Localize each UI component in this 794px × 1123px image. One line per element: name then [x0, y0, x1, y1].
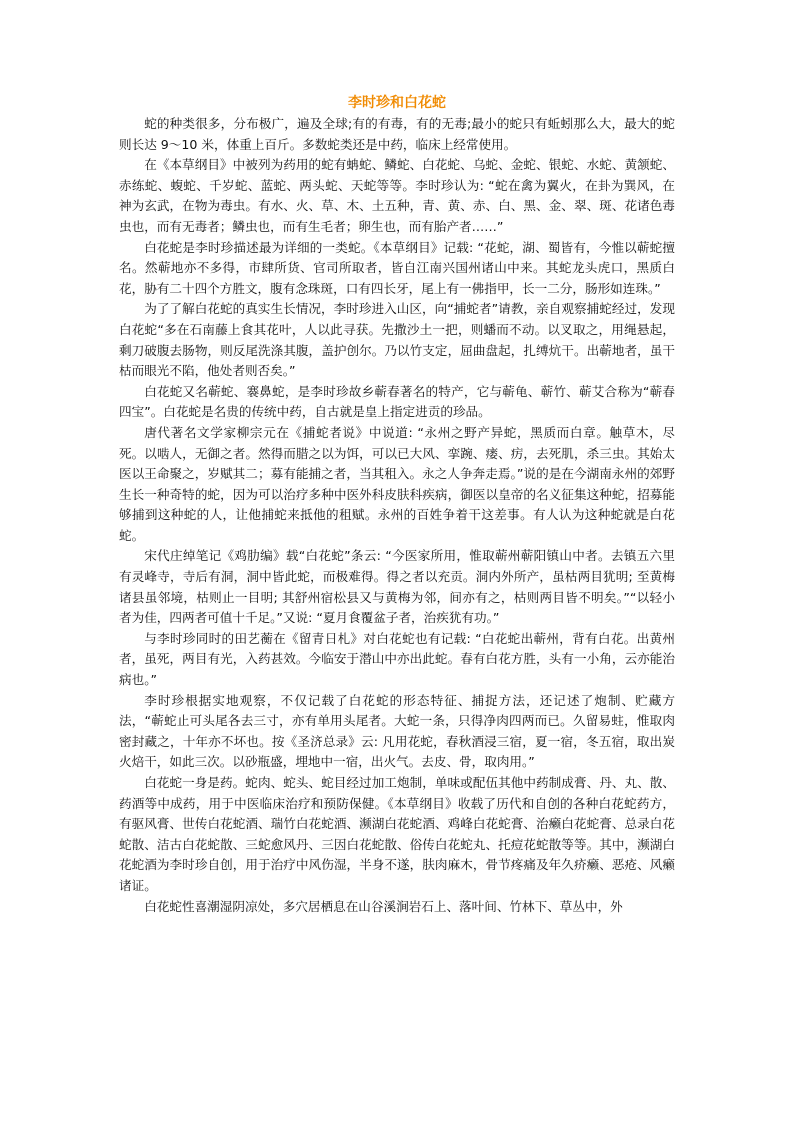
paragraph: 李时珍根据实地观察，不仅记载了白花蛇的形态特征、捕捉方法，还记述了炮制、贮藏方法，“蕲蛇止可头尾各去三寸，亦有单用头尾者。大蛇一条，只得净肉四两而已。久留易蛀，惟取肉密封藏之，十年亦不坏也。按《圣济总录》云: 凡用花蛇，春秋酒浸三宿，夏一宿，冬五宿，取出炭火焙干，如此三次。以砂瓶盛，埋地中一宿，出火气。去皮、骨，取肉用。”	[119, 692, 675, 770]
paragraph: 白花蛇一身是药。蛇肉、蛇头、蛇目经过加工炮制，单味或配伍其他中药制成膏、丹、丸、散、药酒等中成药，用于中医临床治疗和预防保健。《本草纲目》收载了历代和自创的各种白花蛇药方，有驱风膏、世传白花蛇酒、瑞竹白花蛇酒、濒湖白花蛇酒、鸡峰白花蛇膏、治癞白花蛇膏、总录白花蛇散、洁古白花蛇散、三蛇愈风丹、三因白花蛇散、俗传白花蛇丸、托痘花蛇散等等。其中，濒湖白花蛇酒为李时珍自创，用于治疗中风伤湿，半身不遂，肤肉麻木，骨节疼痛及年久疥癞、恶疮、风癞诸证。	[119, 775, 675, 893]
paragraph: 蛇的种类很多，分布极广，遍及全球;有的有毒，有的无毒;最小的蛇只有蚯蚓那么大，最大的蛇则长达 9～10 米，体重上百斤。多数蛇类还是中药，临床上经常使用。	[119, 116, 675, 152]
document-title: 李时珍和白花蛇	[348, 95, 446, 111]
paragraph: 与李时珍同时的田艺蘅在《留青日札》对白花蛇也有记载: “白花蛇出蕲州，背有白花。出黄州者，虽死，两目有光，入药甚效。今临安于潜山中亦出此蛇。春有白花方胜，头有一小角，云亦能治病也。”	[119, 630, 675, 688]
paragraph: 白花蛇又名蕲蛇、褰鼻蛇，是李时珍故乡蕲春著名的特产，它与蕲龟、蕲竹、蕲艾合称为“蕲春四宝”。白花蛇是名贵的传统中药，自古就是皇上指定进贡的珍品。	[119, 383, 675, 420]
paragraph: 白花蛇性喜潮湿阴凉处，多穴居栖息在山谷溪涧岩石上、落叶间、竹林下、草丛中，外	[144, 898, 623, 914]
paragraph: 白花蛇是李时珍描述最为详细的一类蛇。《本草纲目》记载: “花蛇，湖、蜀皆有，今惟以蕲蛇擅名。然蕲地亦不多得，市肆所货、官司所取者，皆自江南兴国州诸山中来。其蛇龙头虎口，黑质白花，胁有二十四个方胜文，腹有念珠斑，口有四长牙，尾上有一佛指甲，长一二分，肠形如连珠。”	[119, 239, 675, 296]
paragraph: 为了了解白花蛇的真实生长情况，李时珍进入山区，向“捕蛇者”请教，亲自观察捕蛇经过，发现白花蛇“多在石南藤上食其花叶，人以此寻获。先撒沙土一把，则蟠而不动。以叉取之，用绳悬起，剩刀破腹去肠物，则反尾洗涤其腹，盖护创尔。乃以竹支定，屈曲盘起，扎缚炕干。出蕲地者，虽干枯而眼光不陷，他处者则否矣。”	[119, 301, 675, 379]
paragraph: 在《本草纲目》中被列为药用的蛇有蚺蛇、鳞蛇、白花蛇、乌蛇、金蛇、银蛇、水蛇、黄颔蛇、赤练蛇、蝮蛇、千岁蛇、蓝蛇、两头蛇、天蛇等等。李时珍认为: “蛇在禽为翼火，在卦为巽风，在神为玄武，在物为毒虫。有水、火、草、木、土五种，青、黄、赤、白、黑、金、翠、斑、花诸色毒虫也，而有无毒者；鳞虫也，而有生毛者；卵生也，而有胎产者……”	[119, 157, 675, 234]
paragraph: 唐代著名文学家柳宗元在《捕蛇者说》中说道: “永州之野产异蛇，黑质而白章。触草木，尽死。以啮人，无御之者。然得而腊之以为饵，可以已大风、挛踠、瘘、疠，去死肌，杀三虫。其始太医以王命聚之，岁赋其二；募有能捕之者，当其租入。永之人争奔走焉。”说的是在今湖南永州的郊野生长一种奇特的蛇，因为可以治疗多种中医外科皮肤科疾病，御医以皇帝的名义征集这种蛇，招募能够捕到这种蛇的人，让他捕蛇来抵他的租赋。永州的百姓争着干这差事。有人认为这种蛇就是白花蛇。	[119, 424, 675, 543]
document-page	[119, 93, 675, 917]
paragraph: 宋代庄绰笔记《鸡肋编》载“白花蛇”条云: “今医家所用，惟取蕲州蕲阳镇山中者。去镇五六里有灵峰寺，寺后有洞，洞中皆此蛇，而极难得。得之者以充贡。洞内外所产，虽枯两目犹明; 至黄梅诸县虽邻境，枯则止一目明; 其舒州宿松县又与黄梅为邻，间亦有之，枯则两目皆不明矣。”“以轻小者为佳，四两者可值十千足。”又说: “夏月食覆盆子者，治疾犹有功。”	[119, 548, 675, 626]
